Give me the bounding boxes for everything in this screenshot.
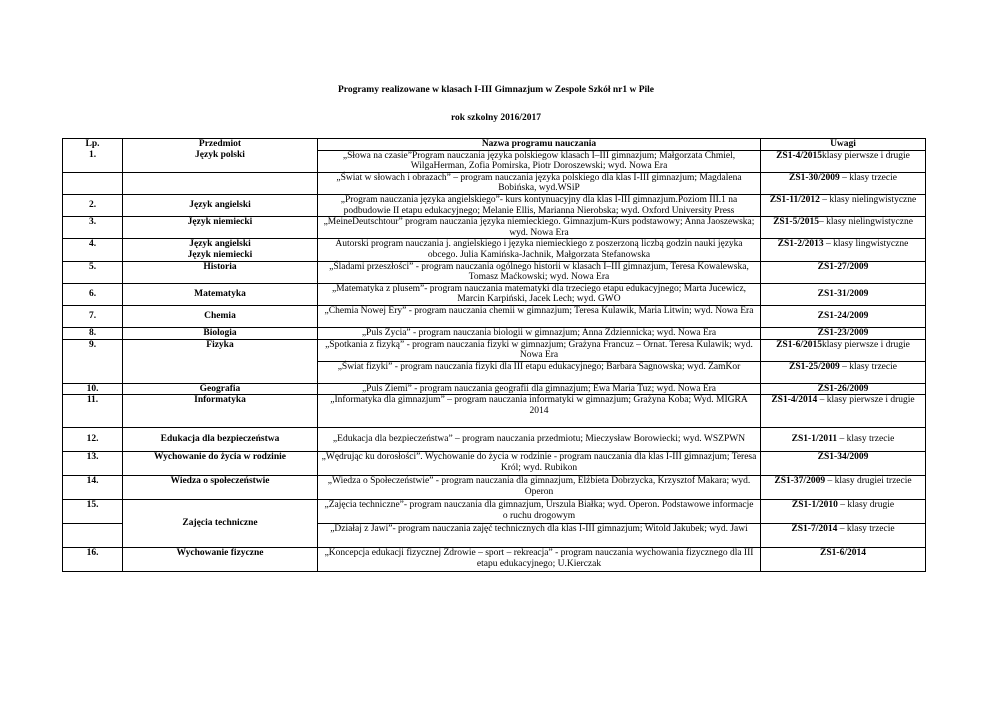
note-code: ZS1-2/2013 (777, 239, 824, 250)
table-row (63, 194, 926, 216)
row-program: „Puls Ziemi” - program nauczania geografii dla gimnazjum; Ewa Maria Tuz; wyd. Nowa Era (318, 383, 761, 395)
row-1-lp: 1. (88, 149, 97, 160)
note-text: – klasy lingwistyczne (823, 239, 909, 250)
table-row (63, 217, 926, 239)
note-text: – klasy trzecie (839, 172, 897, 183)
document-subtitle: rok szkolny 2016/2017 (450, 113, 542, 123)
row-lp: 4. (63, 239, 123, 261)
row-subject: Zajęcia techniczne (123, 500, 318, 548)
note-text: – klasy nielingwistyczne (819, 194, 917, 205)
row-subject: Wychowanie fizyczne (123, 548, 318, 572)
note-code: ZS1-6/2015 (776, 339, 823, 350)
row-program: „Wiedza o Społeczeństwie” - program nauczania dla gimnazjum, Elżbieta Dobrzycka, Krzysztof Makara; wyd. Operon (318, 476, 761, 500)
row-1-program: „Słowa na czasie”Program nauczania języka polskiegow klasach I–III gimnazjum; Małgorzata Chmiel, WilgaHerman, Zofia Pomirska, Piotr Doroszewski; wyd. Nowa Era (318, 150, 761, 172)
note-code: ZS1-34/2009 (761, 452, 926, 476)
note-code: ZS1-23/2009 (761, 327, 926, 339)
row-program: „Działaj z Jawi”- program nauczania zajęć technicznych dla klas I-III gimnazjum; Witold Jakubek; wyd. Jawi (318, 524, 761, 548)
row-program: „Świat fizyki” - program nauczania fizyki dla III etapu edukacyjnego; Barbara Sagnowska; wyd. ZamKor (318, 361, 761, 383)
row-lp: 3. (63, 217, 123, 239)
header-lp: Lp. (85, 139, 100, 149)
note-text: – klasy trzecie (837, 524, 895, 535)
row-program: „Wędrując ku dorosłości”. Wychowanie do życia w rodzinie - program nauczania dla klas I-III gimnazjum; Teresa Król; wyd. Rubikon (318, 452, 761, 476)
note-code: ZS1-1/2010 (791, 500, 838, 511)
table-row (63, 428, 926, 452)
note-code: ZS1-1/2011 (791, 434, 838, 445)
row-program: „Koncepcja edukacji fizycznej Zdrowie – sport – rekreacja” - program nauczania wychowania fizycznego dla III etapu edukacyjnego; U.Kierczak (318, 548, 761, 572)
note-text: – klasy nielingwistyczne (819, 217, 913, 228)
row-program: „Informatyka dla gimnazjum” – program nauczania informatyki w gimnazjum; Grażyna Koba; Wyd. MIGRA 2014 (318, 395, 761, 428)
row-program: „Matematyka z plusem”- program nauczania matematyki dla trzeciego etapu edukacyjnego; Marta Jucewicz, Marcin Karpiński, Jacek Lech; wyd. GWO (318, 283, 761, 305)
row-lp: 2. (63, 194, 123, 216)
row-1-subject: Język polski (195, 149, 245, 160)
table-row (63, 327, 926, 339)
row-program: „Program nauczania języka angielskiego”- kurs kontynuacyjny dla klas I-III gimnazjum.Poziom III.1 na podbudowie II etapu edukacyjnego; Melanie Ellis, Marianna Nierobska; wyd. Oxford University Press (318, 194, 761, 216)
header-notes: Uwagi (761, 139, 926, 151)
row-lp: 5. (63, 261, 123, 283)
row-subject: Język angielski Język niemiecki (123, 239, 318, 261)
row-subject: Biologia (123, 327, 318, 339)
document-title: Programy realizowane w klasach I-III Gimnazjum w Zespole Szkół nr1 w Pile (337, 85, 655, 95)
table-row (63, 172, 926, 194)
table-row (63, 305, 926, 327)
row-lp: 12. (63, 428, 123, 452)
row-1b-program: „Świat w słowach i obrazach” – program nauczania języka polskiego dla klas I-III gimnazjum; Magdalena Bobińska, wyd.WSiP (318, 172, 761, 194)
table-row (63, 452, 926, 476)
row-lp: 13. (63, 452, 123, 476)
note-code: ZS1-24/2009 (761, 305, 926, 327)
row-subject: Informatyka (123, 395, 318, 428)
note-code: ZS1-30/2009 (789, 172, 840, 183)
note-text: klasy pierwsze i drugie (822, 339, 910, 350)
note-code: ZS1-4/2015 (776, 150, 823, 161)
row-lp: 16. (63, 548, 123, 572)
row-subject: Język angielski (123, 194, 318, 216)
row-program: „MeineDeutschtour” program nauczania języka niemieckiego. Gimnazjum-Kurs podstawowy; Anna Jaoszewska; wyd. Nowa Era (318, 217, 761, 239)
note-code: ZS1-37/2009 (774, 476, 826, 487)
note-code: ZS1-31/2009 (761, 283, 926, 305)
table-row (63, 500, 926, 524)
header-subject: Przedmiot (198, 139, 242, 149)
row-program: „Śladami przeszłości” - program nauczania ogólnego historii w klasach I–III gimnazjum, Teresa Kowalewska, Tomasz Maćkowski; wyd. Nowa Era (318, 261, 761, 283)
row-1-note (761, 150, 926, 172)
row-program: „Spotkania z fizyką” - program nauczania fizyki w gimnazjum; Grażyna Francuz – Ornat. Teresa Kulawik; wyd. Nowa Era (318, 339, 761, 361)
note-text: – klasy drugie (837, 500, 895, 511)
row-subject: Geografia (123, 383, 318, 395)
note-text: – klasy trzecie (839, 361, 897, 372)
row-program: „Puls Życia” - program nauczania biologii w gimnazjum; Anna Zdziennicka; wyd. Nowa Era (318, 327, 761, 339)
row-subject: Historia (123, 261, 318, 283)
row-subject: Edukacja dla bezpieczeństwa (123, 428, 318, 452)
header-program: Nazwa programu nauczania (318, 139, 761, 151)
note-text: – klasy drugiei trzecie (825, 476, 912, 487)
row-program: Autorski program nauczania j. angielskiego i języka niemieckiego z poszerzoną liczbą godzin nauki języka obcego. Julia Kamińska-Jachnik, Małgorzata Stefanowska (318, 239, 761, 261)
note-code: ZS1-25/2009 (789, 361, 840, 372)
note-code: ZS1-27/2009 (761, 261, 926, 283)
row-lp: 14. (63, 476, 123, 500)
note-code: ZS1-11/2012 (769, 194, 820, 205)
row-lp: 6. (63, 283, 123, 305)
note-code: ZS1-7/2014 (791, 524, 838, 535)
row-subject: Fizyka (123, 339, 318, 383)
table-row (63, 395, 926, 428)
note-text: – klasy pierwsze i drugie (817, 395, 915, 406)
row-program: „Edukacja dla bezpieczeństwa” – program nauczania przedmiotu; Mieczysław Borowiecki; wyd. WSZPWN (318, 428, 761, 452)
row-subject: Wychowanie do życia w rodzinie (123, 452, 318, 476)
row-lp: 10. (63, 383, 123, 395)
table-row (63, 139, 926, 151)
note-code: ZS1-26/2009 (761, 383, 926, 395)
note-code: ZS1-5/2015 (773, 217, 819, 228)
note-text: klasy pierwsze i drugie (822, 150, 910, 161)
programs-table (62, 138, 926, 572)
row-program: „Zajęcia techniczne”- program nauczania dla gimnazjum, Urszula Białka; wyd. Operon. Podstawowe informacje o ruchu drogowym (318, 500, 761, 524)
note-code: ZS1-6/2014 (761, 548, 926, 572)
row-lp: 15. (63, 500, 123, 524)
row-lp: 8. (63, 327, 123, 339)
table-row (63, 548, 926, 572)
row-subject: Chemia (123, 305, 318, 327)
table-row (63, 261, 926, 283)
row-subject: Matematyka (123, 283, 318, 305)
row-lp: 7. (63, 305, 123, 327)
table-row (63, 283, 926, 305)
row-subject: Język niemiecki (123, 217, 318, 239)
note-text: – klasy trzecie (837, 434, 895, 445)
row-lp: 9. (63, 339, 123, 383)
row-program: „Chemia Nowej Ery” - program nauczania chemii w gimnazjum; Teresa Kulawik, Maria Litwin; wyd. Nowa Era (318, 305, 761, 327)
row-subject: Wiedza o społeczeństwie (123, 476, 318, 500)
note-code: ZS1-4/2014 (771, 395, 818, 406)
table-row (63, 339, 926, 361)
table-row (63, 239, 926, 261)
row-lp: 11. (63, 395, 123, 428)
table-row (63, 476, 926, 500)
table-row (63, 383, 926, 395)
